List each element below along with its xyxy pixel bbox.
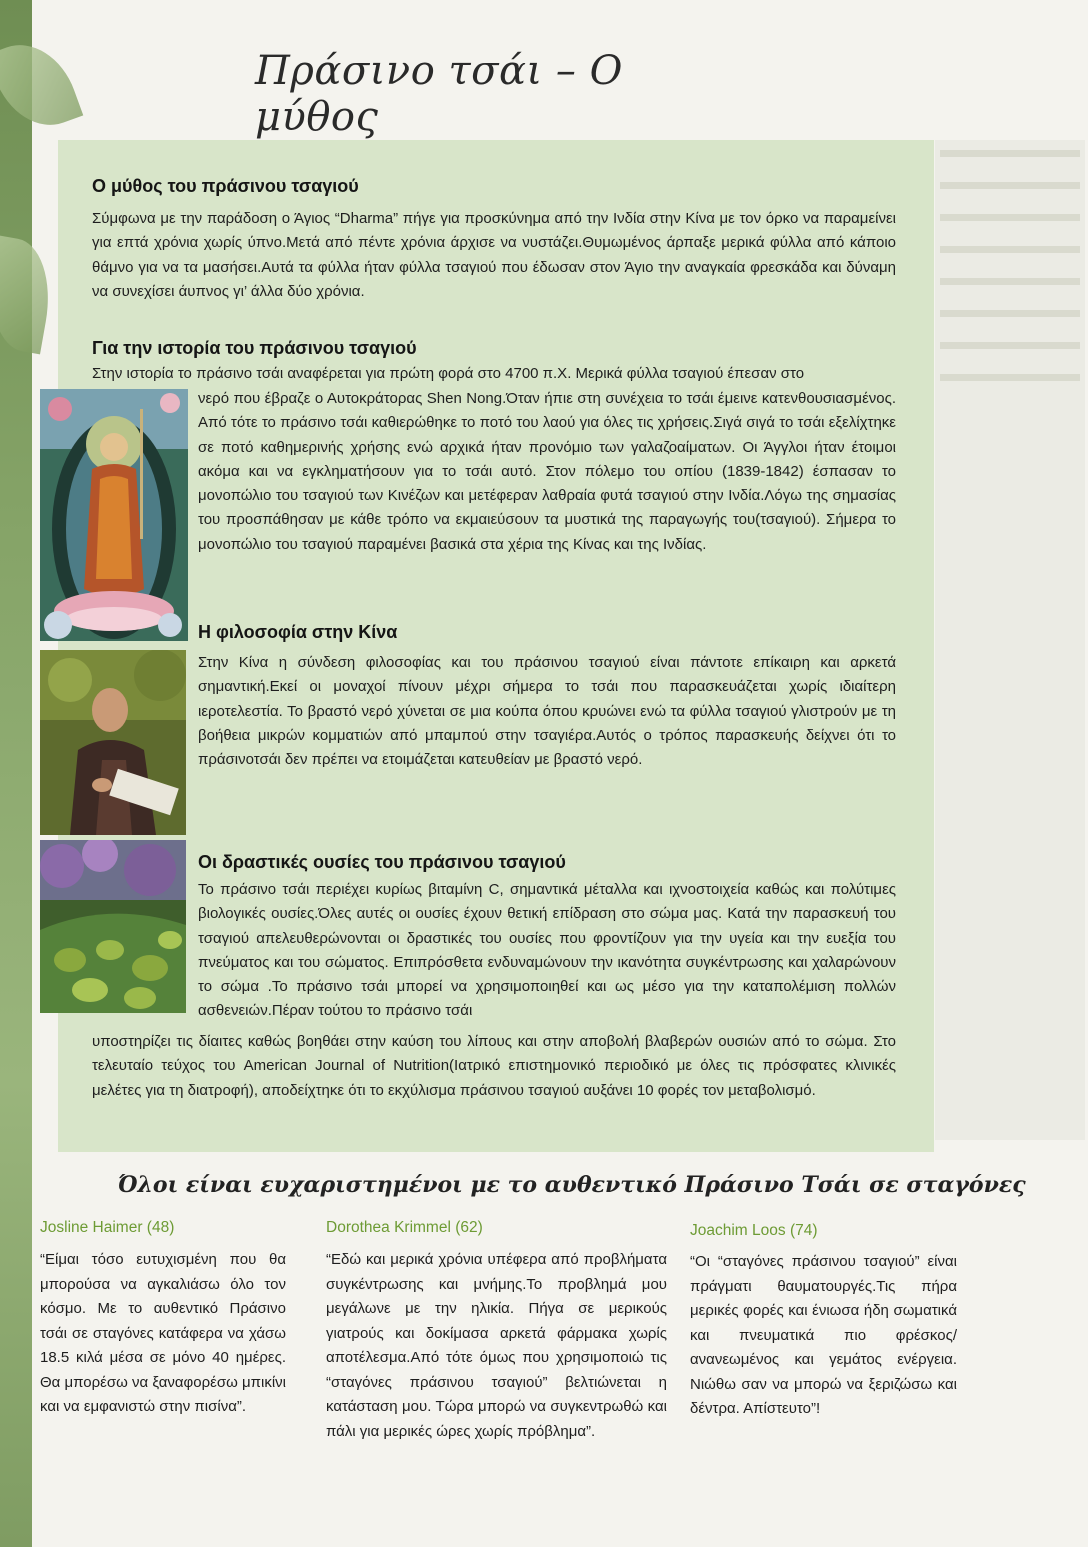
testimonials-banner: Όλοι είναι ευχαριστημένοι με το αυθεντικό Πράσινο Τσάι σε σταγόνες	[118, 1172, 1026, 1198]
testimonial-name: Joachim Loos (74)	[690, 1222, 818, 1239]
tea-garden-photo	[40, 840, 186, 1013]
monk-painting-photo	[40, 389, 188, 641]
section-text-substances-continued: υποστηρίζει τις δίαιτες καθώς βοηθάει στην καύση του λίπους και στην αποβολή βλαβερών ουσιών από το σώμα. Στο τελευταίο τεύχος του American Journal of Nutrition(Ιατρικό επιστημονικό περιοδικό με όλες τις πρόσφατες κλινικές μελέτες για τη διατροφή), αποδείχτηκε ότι το εκχύλισμα πράσινου τσαγιού αυξάνει 10 φορές τον μεταβολισμό.	[92, 1033, 896, 1099]
section-text-myth: Σύμφωνα με την παράδοση ο Άγιος “Dharma” πήγε για προσκύνημα από την Ινδία στην Κίνα με τον όρκο να παραμείνει για επτά χρόνια χωρίς ύπνο.Μετά από πέντε χρόνια άρχισε να νυστάζει.Θυμωμένος άρπαξε μερικά φύλλα από κάποιο θάμνο για να τα μασήσει.Αυτά τα φύλλα ήταν φύλλα τσαγιού που έδωσαν στον Άγιο την αναγκαία φρεσκάδα και δύναμη να συνεχίσει άυπνος γι’ άλλα δύο χρόνια.	[92, 210, 896, 300]
section-heading-history: Για την ιστορία του πράσινου τσαγιού	[92, 338, 417, 358]
bleed-line	[940, 310, 1080, 317]
bleed-line	[940, 278, 1080, 285]
section-text-substances: Το πράσινο τσάι περιέχει κυρίως βιταμίνη C, σημαντικά μέταλλα και ιχνοστοιχεία καθώς και πολύτιμες βιολογικές ουσίες.Όλες αυτές οι ουσίες έχουν θετική επίδραση στο σώμα μας. Κατά την παρασκευή του τσαγιού απελευθερώνονται οι δραστικές του ουσίες που φροντίζουν για την υγεία και την ευεξία του πνεύματος και του σώματος. Επιπρόσθετα ενδυναμώνουν την ικανότητα συγκέντρωσης και χαλαρώνουν το σώμα .Το πράσινο τσάι μπορεί να χρησιμοποιηθεί και ως μέσο για την καταπολέμιση πολλών ασθενειών.Πέραν τούτου το πράσινο τσάι	[198, 881, 896, 1020]
bleed-line	[940, 246, 1080, 253]
section-text-philosophy: Στην Κίνα η σύνδεση φιλοσοφίας και του πράσινου τσαγιού είναι πάντοτε επίκαιρη και αρκετά σημαντική.Εκεί οι μοναχοί πίνουν μέχρι σήμερα το τσάι που παρασκευάζεται χωρίς ιδιαίτερη ιεροτελεστία. Το βραστό νερό χύνεται σε μια κούπα όπου κρυώνει ενώ τα φύλλα τσαγιού γλιστρούν με τη βοήθεια μικρών κομματιών από μπαμπού στην τσαγιέρα.Αυτός ο τρόπος παρασκευής δείχνει ότι το πράσινοτσάι δεν πρέπει να ετοιμάζεται κατευθείαν με βραστό νερό.	[198, 654, 896, 769]
page-title: Πράσινο τσάι – Ο μύθος	[255, 48, 623, 140]
leaf-decoration	[0, 236, 59, 355]
section-heading-philosophy: Η φιλοσοφία στην Κίνα	[198, 622, 398, 642]
bleed-line	[940, 182, 1080, 189]
testimonial-name: Josline Haimer (48)	[40, 1219, 175, 1236]
green-side-strip	[0, 0, 32, 1547]
bleed-through-column	[935, 140, 1085, 1140]
testimonial-quote: “Είμαι τόσο ευτυχισμένη που θα μπορούσα να αγκαλιάσω όλο τον κόσμο. Με το αυθεντικό Πράσινο τσάι σε σταγόνες κατάφερα να χάσω 18.5 κιλά μέσα σε μόνο 40 ημέρες. Θα μπορέσω να ξαναφορέσω μπικίνι και να εμφανιστώ στην πισίνα”.	[40, 1251, 286, 1415]
testimonial-name: Dorothea Krimmel (62)	[326, 1219, 483, 1236]
bleed-line	[940, 150, 1080, 157]
section-heading-myth: Ο μύθος του πράσινου τσαγιού	[92, 176, 359, 196]
testimonial-quote: “Εδώ και μερικά χρόνια υπέφερα από προβλήματα συγκέντρωσης και μνήμης.Το προβλημά μου μεγάλωνε με την ηλικία. Πήγα σε μερικούς γιατρούς και δοκίμασα αρκετά φάρμακα χωρίς αποτέλεσμα.Από τότε όμως που χρησιμοποιώ τις “σταγόνες πράσινου τσαγιού” βελτιώνεται η κατάσταση μου. Τώρα μπορώ να συγκεντρωθώ και πάλι για μερικές ώρες χωρίς πρόβλημα”.	[326, 1251, 667, 1440]
section-text-history: νερό που έβραζε ο Αυτοκράτορας Shen Nong.Όταν ήπιε στη συνέχεια το τσάι έμεινε κατενθουσιασμένος. Από τότε το πράσινο τσάι καθιερώθηκε το ποτό του λαού για όλες τις χρήσεις.Σιγά σιγά το τσάι εξελίχτηκε σε ποτό καθημερινής χρήσης ενώ αρχικά ήταν προνόμιο των γαλαζοαίματων. Οι Άγγλοι ήταν έτοιμοι ακόμα και να εγκληματήσουν για το τσάι αυτό. Στον πόλεμο του οπίου (1839-1842) έσπασαν το μονοπώλιο του τσαγιού των Κινέζων και μετέφεραν λαθραία φυτά τσαγιού στην Ινδία.Λόγω της σημασίας του προσπάθησαν με κάθε τρόπο να εκμαιεύσουν τα μυστικά της παραγωγής του(τσαγιού). Σήμερα το μονοπώλιο του τσαγιού παραμένει βασικά στα χέρια της Κίνας και της Ινδίας.	[198, 390, 896, 553]
bleed-line	[940, 342, 1080, 349]
bleed-line	[940, 374, 1080, 381]
section-text-history-intro: Στην ιστορία το πράσινο τσάι αναφέρεται για πρώτη φορά στο 4700 π.Χ. Μερικά φύλλα τσαγιού έπεσαν στο	[92, 365, 805, 382]
testimonial-quote: “Οι “σταγόνες πράσινου τσαγιού” είναι πράγματι θαυματουργές.Τις πήρα μερικές φορές και ένιωσα ήδη σωματικά και πνευματικά πιο φρέσκος/ανανεωμένος και γεμάτος ενέργεια. Νιώθω σαν να μπορώ να ξεριζώσω και δέντρα. Απίστευτο”!	[690, 1253, 957, 1417]
bleed-line	[940, 214, 1080, 221]
section-heading-substances: Οι δραστικές ουσίες του πράσινου τσαγιού	[198, 852, 566, 872]
monk-reading-photo	[40, 650, 186, 835]
